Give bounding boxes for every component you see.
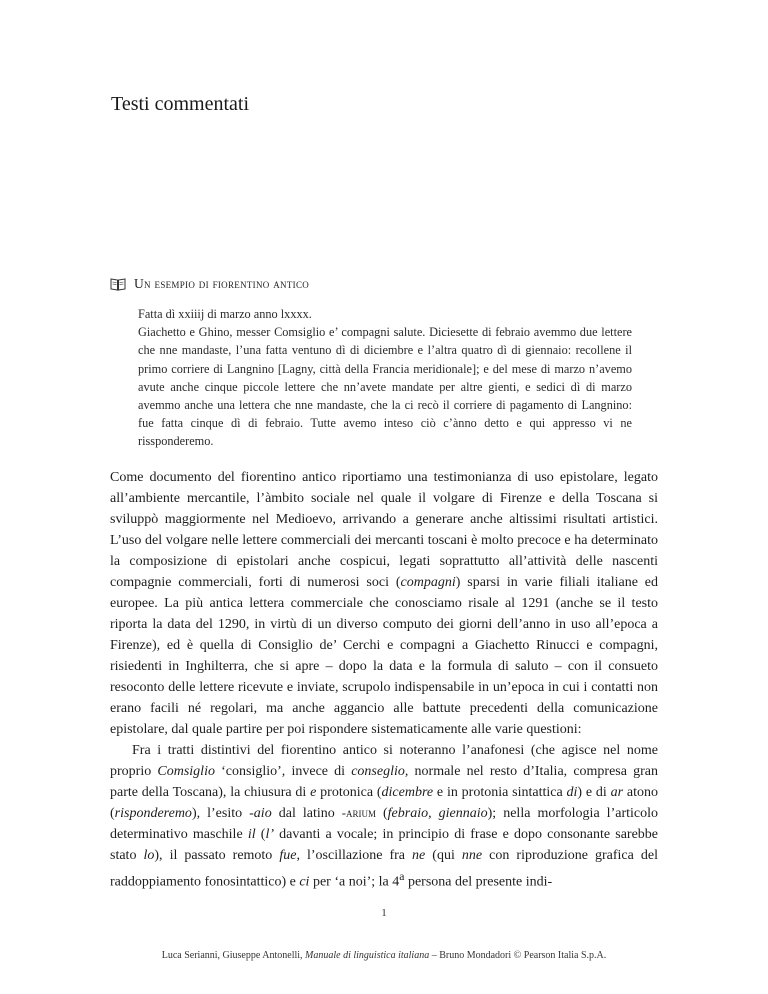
chapter-title: Testi commentati (111, 93, 250, 115)
commentary-paragraph-2: Fra i tratti distintivi del fiorentino antico si noteranno l’anafonesi (che agisce nel nome proprio Comsiglio ‘consiglio’, invece di conseglio, normale nel resto d’Italia, compresa gran parte della Toscana), la chiusura di e protonica (dicembre e in protonia sintattica di) e di ar atono (risponderemo), l’esito -aio dal latino -arium (febraio, giennaio); nella morfologia l’articolo determinativo maschile il (l’ davanti a vocale; in principio di frase e dopo consonante sarebbe stato lo), il passato remoto fue, l’oscillazione fra ne (qui nne con riproduzione grafica del raddoppiamento fonosintattico) e ci per ‘a noi’; la 4$^a$ persona del presente indi- (110, 743, 659, 890)
page-number: 1 (381, 907, 387, 919)
footer-credit: Luca Serianni, Giuseppe Antonelli, Manuale di linguistica italiana – Bruno Mondadori © Pearson Italia S.p.A. (161, 950, 607, 961)
book-icon (110, 277, 126, 291)
quote-date-line: Fatta dì xxiiij di marzo anno lxxxx. (138, 307, 312, 321)
quoted-letter (138, 305, 632, 451)
section-heading (110, 276, 309, 292)
quote-body: Giachetto e Ghino, messer Comsiglio e’ compagni salute. Diciesette di febraio avemmo due lettere che nne mandaste, l’una fatta ventuno dì di diciembre e l’altra quatro dì di giennaio: recollene il primo corriere di Langnino [Lagny, città della Francia meridionale]; e del mese di marzo n’avemo avute anche cinque piccole lettere che nn’avete mandate per altre gienti, e sedici dì di marzo avemmo anche una lettera che nne mandaste, che la ci recò il corriere di pagamento di Langnino: fue fatta cinque dì di febraio. Tutte avemo inteso ciò c’ànno detto e qui appresso vi ne rissponderemo. (138, 325, 632, 449)
section-title: Un esempio di fiorentino antico (134, 276, 310, 291)
commentary-paragraph-1: Come documento del fiorentino antico riportiamo una testimonianza di uso epistolare, legato all’ambiente mercantile, l’àmbito sociale nel quale il volgare di Firenze e della Toscana si sviluppò maggiormente nel Medioevo, arrivando a generare anche altissimi risultati artistici. L’uso del volgare nelle lettere commerciali dei mercanti toscani è molto precoce e ha determinato la composizione di epistolari anche cospicui, legati soprattutto all’attività delle nascenti compagnie commerciali, forti di numerosi soci (compagni) sparsi in varie filiali italiane ed europee. La più antica lettera commerciale che conosciamo risale al 1291 (anche se il testo riporta la data del 1290, in virtù di un diverso computo dei giorni dell’anno in uso all’epoca a Firenze), ed è quella di Consiglio de’ Cerchi e compagni a Giachetto Rinucci e compagni, risiedenti in Inghilterra, che si apre – dopo la data e la formula di saluto – con il consueto resoconto delle lettere ricevute e inviate, scrupolo indispensabile in un’epoca in cui i contatti non erano facili né regolari, ma anche aggancio alle battute precedenti della comunicazione epistolare, dal quale partire per poi rispondere sistematicamente alle varie questioni: (110, 470, 659, 737)
commentary (110, 467, 658, 893)
